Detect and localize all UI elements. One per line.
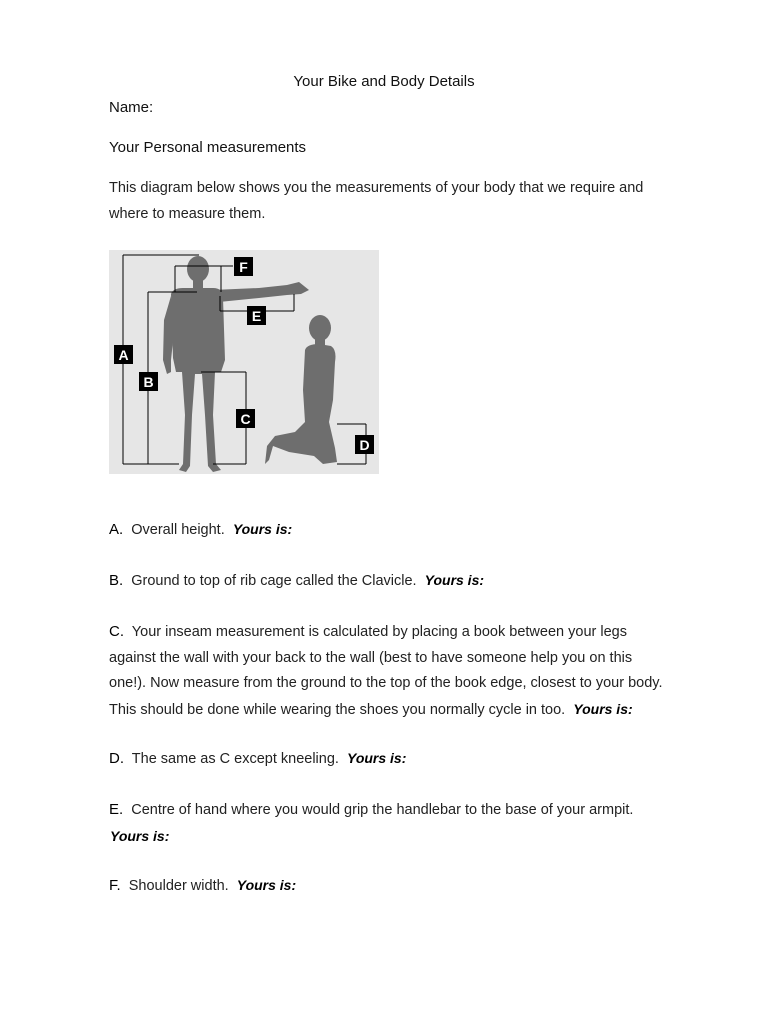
item-text: Ground to top of rib cage called the Clavicle. [131, 573, 417, 589]
yours-is-label: Yours is: [347, 750, 407, 766]
label-b: B [143, 374, 154, 390]
item-text-line: This should be done while wearing the shoes you normally cycle in too. [109, 701, 566, 718]
item-letter: E. [109, 801, 124, 818]
item-letter: B. [109, 572, 124, 589]
label-e: E [251, 308, 262, 324]
item-text: Centre of hand where you would grip the handlebar to the base of your armpit. [131, 802, 634, 818]
label-c: C [240, 411, 251, 427]
item-letter: A. [109, 521, 124, 538]
body-measurement-diagram [109, 250, 379, 474]
item-text: Shoulder width. [128, 878, 229, 894]
label-f: F [239, 259, 248, 275]
yours-is-label: Yours is: [232, 521, 293, 537]
item-text-line: against the wall with your back to the wall (best to have someone help you on this [109, 649, 633, 666]
item-text: The same as C except kneeling. [131, 751, 339, 767]
intro-line: This diagram below shows you the measurements of your body that we require and [109, 180, 644, 196]
item-a [109, 517, 719, 544]
yours-is-label: Yours is: [236, 877, 297, 893]
item-letter: D. [109, 750, 124, 767]
item-text: Overall height. [131, 522, 225, 538]
yours-is-label: Yours is: [424, 572, 485, 588]
item-d [109, 746, 719, 773]
section-heading: Your Personal measurements [109, 139, 307, 156]
label-a: A [118, 347, 129, 363]
item-f [109, 873, 719, 900]
item-letter: C. [109, 623, 124, 640]
yours-is-label: Yours is: [110, 827, 170, 844]
item-c [109, 619, 719, 723]
yours-is-label: Yours is: [573, 700, 633, 717]
label-d: D [359, 437, 370, 453]
item-e [109, 797, 719, 850]
item-letter: F. [109, 877, 121, 894]
item-b [109, 568, 719, 595]
intro-line: where to measure them. [109, 205, 266, 222]
name-label: Name: [109, 99, 154, 116]
document-title: Your Bike and Body Details [293, 73, 475, 90]
item-text-line: Your inseam measurement is calculated by placing a book between your legs [131, 624, 627, 640]
item-text-line: one!). Now measure from the ground to the top of the book edge, closest to your body. [109, 675, 663, 691]
intro-paragraph [109, 176, 709, 227]
